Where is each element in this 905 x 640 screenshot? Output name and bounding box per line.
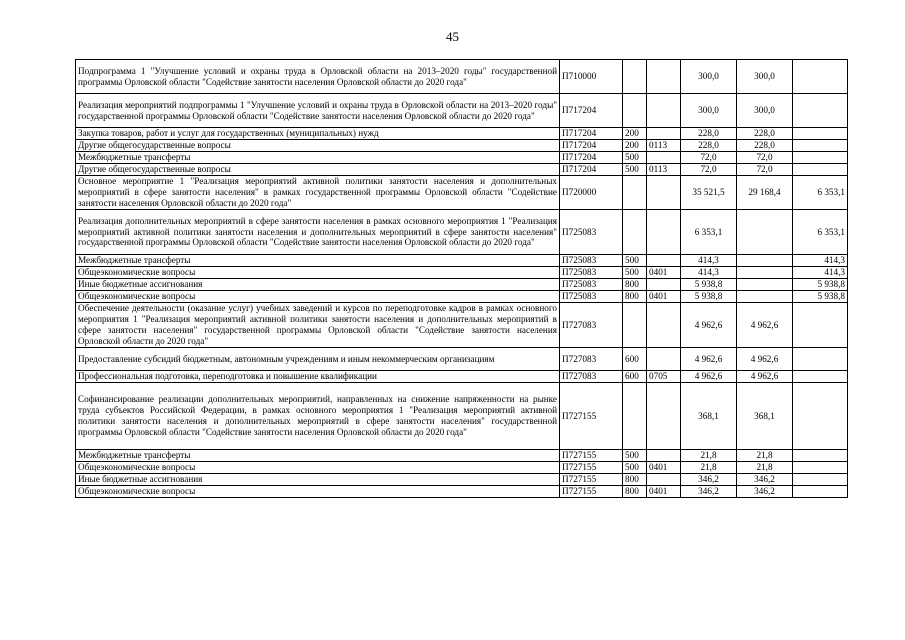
- expense-type-code: 800: [623, 291, 647, 303]
- amount-regional: [737, 210, 793, 255]
- amount-regional: 29 168,4: [737, 176, 793, 210]
- target-code: П710000: [560, 60, 623, 94]
- amount-total: 21,8: [681, 450, 737, 462]
- amount-regional: 4 962,6: [737, 371, 793, 383]
- table-row: [76, 140, 848, 152]
- amount-federal: 6 353,1: [793, 176, 848, 210]
- amount-federal: [793, 303, 848, 348]
- amount-regional: [737, 279, 793, 291]
- amount-total: 21,8: [681, 462, 737, 474]
- row-name: Общеэкономические вопросы: [76, 486, 560, 498]
- target-code: П717204: [560, 140, 623, 152]
- amount-regional: 72,0: [737, 152, 793, 164]
- amount-regional: 72,0: [737, 164, 793, 176]
- target-code: П727083: [560, 303, 623, 348]
- expense-type-code: 500: [623, 255, 647, 267]
- amount-federal: [793, 474, 848, 486]
- target-code: П727155: [560, 383, 623, 450]
- row-name: Предоставление субсидий бюджетным, автономным учреждениям и иным некоммерческим организациям: [76, 348, 560, 371]
- amount-federal: [793, 486, 848, 498]
- expense-type-code: 500: [623, 450, 647, 462]
- expense-type-code: 500: [623, 462, 647, 474]
- amount-federal: [793, 462, 848, 474]
- row-name: Подпрограмма 1 "Улучшение условий и охраны труда в Орловской области на 2013–2020 годы" государственной программы Орловской области "Содействие занятости населения Орловской области до 2020 года": [76, 60, 560, 94]
- expense-type-code: 600: [623, 371, 647, 383]
- amount-federal: 5 938,8: [793, 279, 848, 291]
- section-code: [647, 348, 681, 371]
- amount-total: 346,2: [681, 486, 737, 498]
- target-code: П725083: [560, 255, 623, 267]
- amount-total: 5 938,8: [681, 279, 737, 291]
- row-name: Межбюджетные трансферты: [76, 450, 560, 462]
- target-code: П717204: [560, 164, 623, 176]
- table-row: [76, 371, 848, 383]
- section-code: [647, 383, 681, 450]
- row-name: Софинансирование реализации дополнительных мероприятий, направленных на снижение напряженности на рынке труда субъектов Российской Федерации, в рамках основного мероприятия 1 "Реализация мероприятий активной политики занятости населения и дополнительных мероприятий в сфере занятости населения" государственной программы Орловской области "Содействие занятости населения Орловской области до 2020 года": [76, 383, 560, 450]
- expense-type-code: 600: [623, 348, 647, 371]
- section-code: [647, 279, 681, 291]
- table-row: [76, 176, 848, 210]
- amount-total: 72,0: [681, 152, 737, 164]
- amount-regional: 228,0: [737, 128, 793, 140]
- section-code: [647, 152, 681, 164]
- amount-regional: [737, 267, 793, 279]
- amount-regional: 228,0: [737, 140, 793, 152]
- amount-regional: 346,2: [737, 486, 793, 498]
- expense-type-code: [623, 60, 647, 94]
- amount-total: 414,3: [681, 267, 737, 279]
- amount-total: 368,1: [681, 383, 737, 450]
- amount-total: 228,0: [681, 128, 737, 140]
- amount-federal: [793, 348, 848, 371]
- amount-regional: 346,2: [737, 474, 793, 486]
- table-row: [76, 474, 848, 486]
- section-code: [647, 303, 681, 348]
- section-code: [647, 255, 681, 267]
- amount-total: 6 353,1: [681, 210, 737, 255]
- target-code: П725083: [560, 291, 623, 303]
- section-code: [647, 450, 681, 462]
- amount-federal: 414,3: [793, 267, 848, 279]
- amount-federal: [793, 371, 848, 383]
- row-name: Основное мероприятие 1 "Реализация мероприятий активной политики занятости населения и дополнительных мероприятий в сфере занятости населения" в рамках государственной программы Орловской области "Содействие занятости населения Орловской области до 2020 года": [76, 176, 560, 210]
- expense-type-code: [623, 176, 647, 210]
- table-row: [76, 164, 848, 176]
- amount-regional: 300,0: [737, 94, 793, 128]
- row-name: Реализация дополнительных мероприятий в сфере занятости населения в рамках основного мероприятия 1 "Реализация мероприятий активной политики занятости населения и дополнительных мероприятий в сфере занятости населения" государственной программы Орловской области "Содействие занятости населения Орловской области до 2020 года": [76, 210, 560, 255]
- amount-federal: [793, 140, 848, 152]
- row-name: Иные бюджетные ассигнования: [76, 474, 560, 486]
- amount-total: 300,0: [681, 60, 737, 94]
- table-row: [76, 450, 848, 462]
- amount-total: 346,2: [681, 474, 737, 486]
- table-row: [76, 94, 848, 128]
- amount-regional: 368,1: [737, 383, 793, 450]
- amount-federal: [793, 164, 848, 176]
- row-name: Другие общегосударственные вопросы: [76, 140, 560, 152]
- target-code: П727155: [560, 462, 623, 474]
- table-row: [76, 383, 848, 450]
- amount-federal: 6 353,1: [793, 210, 848, 255]
- target-code: П725083: [560, 267, 623, 279]
- target-code: П727155: [560, 450, 623, 462]
- table-row: [76, 462, 848, 474]
- page-number: 45: [446, 29, 459, 44]
- expense-type-code: 800: [623, 486, 647, 498]
- table-row: [76, 60, 848, 94]
- amount-total: 35 521,5: [681, 176, 737, 210]
- amount-regional: 4 962,6: [737, 348, 793, 371]
- row-name: Обеспечение деятельности (оказание услуг) учебных заведений и курсов по переподготовке кадров в рамках основного мероприятия 1 "Реализация мероприятий активной политики занятости населения и дополнительных мероприятий в сфере занятости населения" государственной программы Орловской области "Содействие занятости населения Орловской области до 2020 года": [76, 303, 560, 348]
- section-code: [647, 94, 681, 128]
- amount-total: 5 938,8: [681, 291, 737, 303]
- expense-type-code: 800: [623, 474, 647, 486]
- amount-regional: 21,8: [737, 450, 793, 462]
- row-name: Реализация мероприятий подпрограммы 1 "Улучшение условий и охраны труда в Орловской области на 2013–2020 годы" государственной программы Орловской области "Содействие занятости населения Орловской области до 2020 года": [76, 94, 560, 128]
- budget-table: [75, 59, 848, 498]
- section-code: 0401: [647, 462, 681, 474]
- amount-total: 4 962,6: [681, 348, 737, 371]
- row-name: Профессиональная подготовка, переподготовка и повышение квалификации: [76, 371, 560, 383]
- amount-federal: [793, 94, 848, 128]
- amount-federal: [793, 383, 848, 450]
- row-name: Иные бюджетные ассигнования: [76, 279, 560, 291]
- expense-type-code: 200: [623, 140, 647, 152]
- row-name: Общеэкономические вопросы: [76, 462, 560, 474]
- target-code: П727083: [560, 348, 623, 371]
- section-code: [647, 474, 681, 486]
- row-name: Общеэкономические вопросы: [76, 267, 560, 279]
- row-name: Общеэкономические вопросы: [76, 291, 560, 303]
- section-code: 0401: [647, 486, 681, 498]
- amount-federal: [793, 60, 848, 94]
- expense-type-code: 500: [623, 267, 647, 279]
- amount-regional: [737, 291, 793, 303]
- target-code: П725083: [560, 210, 623, 255]
- row-name: Закупка товаров, работ и услуг для государственных (муниципальных) нужд: [76, 128, 560, 140]
- expense-type-code: [623, 94, 647, 128]
- target-code: П725083: [560, 279, 623, 291]
- section-code: 0705: [647, 371, 681, 383]
- table-row: [76, 267, 848, 279]
- table-row: [76, 303, 848, 348]
- table-row: [76, 486, 848, 498]
- expense-type-code: [623, 210, 647, 255]
- expense-type-code: 500: [623, 164, 647, 176]
- amount-total: 72,0: [681, 164, 737, 176]
- section-code: 0401: [647, 291, 681, 303]
- section-code: [647, 128, 681, 140]
- budget-table-body: [76, 60, 848, 498]
- target-code: П727155: [560, 474, 623, 486]
- amount-total: 414,3: [681, 255, 737, 267]
- target-code: П727083: [560, 371, 623, 383]
- section-code: 0401: [647, 267, 681, 279]
- section-code: 0113: [647, 140, 681, 152]
- target-code: П717204: [560, 94, 623, 128]
- target-code: П720000: [560, 176, 623, 210]
- amount-regional: 300,0: [737, 60, 793, 94]
- amount-total: 4 962,6: [681, 303, 737, 348]
- amount-federal: [793, 450, 848, 462]
- amount-total: 4 962,6: [681, 371, 737, 383]
- table-row: [76, 152, 848, 164]
- table-row: [76, 348, 848, 371]
- amount-federal: 414,3: [793, 255, 848, 267]
- row-name: Другие общегосударственные вопросы: [76, 164, 560, 176]
- table-row: [76, 210, 848, 255]
- amount-federal: 5 938,8: [793, 291, 848, 303]
- table-row: [76, 128, 848, 140]
- expense-type-code: [623, 383, 647, 450]
- amount-total: 300,0: [681, 94, 737, 128]
- section-code: [647, 176, 681, 210]
- target-code: П717204: [560, 152, 623, 164]
- expense-type-code: [623, 303, 647, 348]
- expense-type-code: 500: [623, 152, 647, 164]
- row-name: Межбюджетные трансферты: [76, 255, 560, 267]
- section-code: [647, 60, 681, 94]
- table-row: [76, 279, 848, 291]
- target-code: П717204: [560, 128, 623, 140]
- table-row: [76, 255, 848, 267]
- row-name: Межбюджетные трансферты: [76, 152, 560, 164]
- table-row: [76, 291, 848, 303]
- amount-federal: [793, 152, 848, 164]
- amount-regional: 4 962,6: [737, 303, 793, 348]
- target-code: П727155: [560, 486, 623, 498]
- amount-regional: [737, 255, 793, 267]
- amount-regional: 21,8: [737, 462, 793, 474]
- expense-type-code: 800: [623, 279, 647, 291]
- amount-total: 228,0: [681, 140, 737, 152]
- section-code: [647, 210, 681, 255]
- amount-federal: [793, 128, 848, 140]
- expense-type-code: 200: [623, 128, 647, 140]
- section-code: 0113: [647, 164, 681, 176]
